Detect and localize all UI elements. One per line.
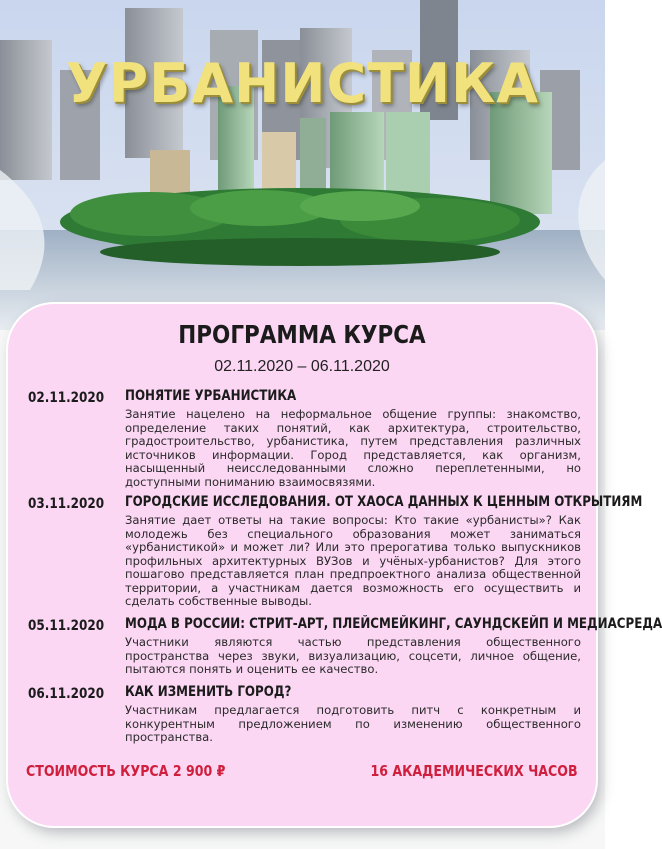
session-date: 06.11.2020 bbox=[28, 686, 105, 702]
course-hours: 16 АКАДЕМИЧЕСКИХ ЧАСОВ bbox=[370, 762, 578, 780]
session-title: МОДА В РОССИИ: СТРИТ-АРТ, ПЛЕЙСМЕЙКИНГ, САУНДСКЕЙП И МЕДИАСРЕДА bbox=[125, 616, 662, 632]
program-date-range: 02.11.2020 – 06.11.2020 bbox=[214, 358, 390, 375]
session-date: 05.11.2020 bbox=[28, 618, 105, 634]
session-description: Занятие дает ответы на такие вопросы: Кто такие «урбанисты»? Как молодежь без специального образования может заниматься «урбанистикой» и может ли? Или это прерогатива только выпускников профильных архитектурных ВУЗов и учёных-урбанистов? Для этого пошагово представляется план предпроектного анализа общественной территории, а участникам дается возможность его осуществить и сделать собственные выводы. bbox=[125, 513, 581, 608]
session-title: ПОНЯТИЕ УРБАНИСТИКА bbox=[125, 388, 297, 404]
city-skyline-illustration bbox=[0, 0, 605, 330]
session-title: ГОРОДСКИЕ ИССЛЕДОВАНИЯ. ОТ ХАОСА ДАННЫХ К ЦЕННЫМ ОТКРЫТИЯМ bbox=[125, 494, 643, 510]
session-title: КАК ИЗМЕНИТЬ ГОРОД? bbox=[125, 684, 292, 700]
program-card bbox=[8, 304, 662, 826]
session-date: 03.11.2020 bbox=[28, 496, 105, 512]
session-description: Занятие нацелено на неформальное общение группы: знакомство, определение таких понятий, как архитектура, строительство, градостроительство, урбанистика, путем представления различных источников информации. Город представляется, как организм, насыщенный неисследованными сложно переплетенными, но доступными пониманию взаимосвязями. bbox=[125, 407, 581, 489]
session-description: Участникам предлагается подготовить питч с конкретным и конкурентным предложением по изменению общественного пространства. bbox=[125, 703, 581, 744]
course-price: СТОИМОСТЬ КУРСА 2 900 ₽ bbox=[26, 762, 226, 780]
session-description: Участники являются частью представления общественного пространства через звуки, визуализацию, соцсети, личное общение, пытаются понять и оценить ее качество. bbox=[125, 635, 581, 676]
session-date: 02.11.2020 bbox=[28, 390, 105, 406]
hero-title: УРБАНИСТИКА bbox=[65, 52, 540, 115]
program-title: ПРОГРАММА КУРСА bbox=[178, 320, 426, 349]
park-trees bbox=[60, 188, 540, 266]
